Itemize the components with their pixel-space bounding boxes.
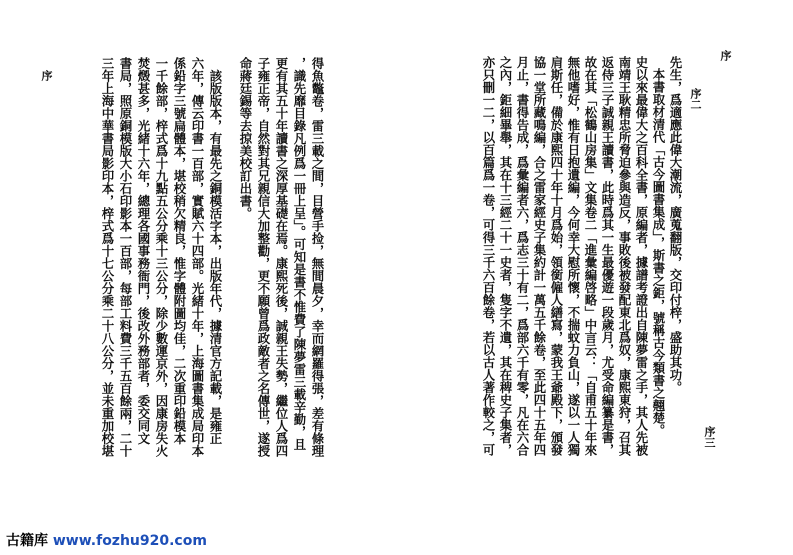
left-text-column: 子雍正帝，自然對其兄親信大加整勸，更不願曾爲政敵者之名傳世，遂授 (256, 57, 271, 457)
left-text-column: 該版版本，有最先之銅模活字本，出版年代，據清官方記載，是雍正 (208, 57, 223, 445)
right-text-column: 協一堂所藏鳴編，合之雷家經史子集約計一萬五千餘卷，至此四十五年四 (532, 56, 547, 456)
site-name: 古籍库 (6, 533, 53, 549)
left-text-column: 一千餘部，梓式爲十九點五公分乘十三公分，除少數運京外，因康房失火 (154, 57, 169, 457)
site-watermark (6, 530, 207, 550)
left-text-column: 三年上海中華書局影印本，梓式爲十七公分乘二十八公分，並未重加校堪 (100, 57, 115, 457)
site-url[interactable]: www.fozhu920.com (52, 533, 207, 549)
right-text-column: 先生，爲適應此偉大潮流，廣蒐翻版，交印付梓，盛助其功。 (668, 56, 683, 394)
page-marker-xu3: 序三 (703, 426, 716, 448)
right-text-column: 返侍三子誠親王讀書，此時爲其一生最優遊一段歲月，尤受命編纂是書， (600, 56, 615, 456)
page-marker-xu-right: 序 (719, 50, 732, 61)
right-text-column: 本書取材清代「古今圖書集成」，斯書之鉅，號稱古今類書之翹楚。 (651, 68, 666, 437)
left-text-column: 命蔣廷錫等去掠美校訂出書。 (238, 57, 253, 220)
right-text-column: 故在其「松鶴山房集」文集卷二「進彙編啓略」中言云：「自甫五十年來 (583, 56, 598, 456)
right-text-column: 亦只刪一二，以百篇爲一卷，可得三千六百餘卷，若以古人著作較之，可 (481, 56, 496, 456)
right-text-column: 月止，書得告成，爲彙編者六，爲志三十有二，爲部六千有零，凡在六合 (515, 56, 530, 456)
page-marker-xu2: 序二 (689, 88, 702, 110)
left-text-column: 焚燬甚多，光緒十六年，總理各國事務衙門，後改外務部者，委交同文 (136, 57, 151, 445)
left-text-column: 得魚鼈卷，雷三載之間，目營手捡，無間晨夕，幸而網羅得張，差有條理 (310, 57, 325, 457)
left-text-column: 係鉛字三號扁體本，堪校稍欠精良，惟字體附圖均佳，二次重印鉛模本 (172, 57, 187, 445)
left-text-column: 更有其五十年讀書之深厚基礎在焉。康熙死後，誠親王失勢，繼位人爲四 (274, 57, 289, 457)
right-text-column: 肩斯任，備於康熙四十年十月爲始，領銜僱人繕寫，蒙我王爺殿下，頒發 (549, 56, 564, 456)
left-text-column: ，識先靡目錄凡例爲一冊上呈」。可知是書不惟費了陳夢雷三載辛勤，且 (292, 57, 307, 451)
right-text-column: 史以來最偉大之百科全書，原編者，據譜考證出自陳夢雷之手，其人先被 (634, 56, 649, 456)
right-text-column: 之內，鉅細畢舉，其在十三經二十一史者，隻字不遺，其在稗史子集者， (498, 56, 513, 456)
page-marker-xu-left: 序 (40, 70, 53, 81)
right-text-column: 南靖王耿精忠所脅迫參與造反，事敗後被發配東北爲奴，康熙東狩，召其 (617, 56, 632, 456)
left-text-column: 六年，傳云印書一百部，實賦六十四部。光緒十年，上海圖書集成局印本 (190, 57, 205, 457)
right-text-column: 無他嗜好，惟有日抱遺編，今何幸大慰所懷，不揣蚊力負山，遂以一人獨 (566, 56, 581, 456)
left-text-column: 書局，照原銅模版大小石印影本一百部，每部工料費三千五百餘兩，二十 (118, 57, 133, 457)
